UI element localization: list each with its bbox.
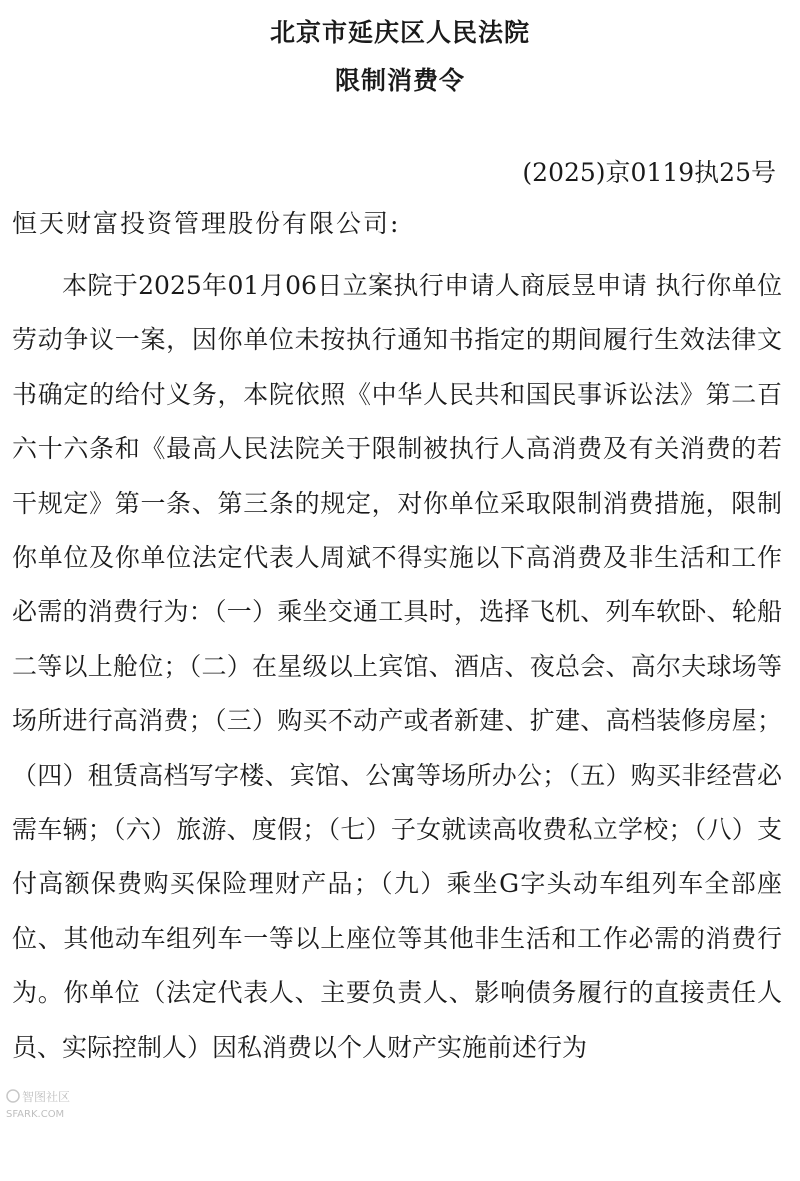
document-title: 限制消费令 xyxy=(334,66,465,95)
order-body-paragraph: 本院于2025年01月06日立案执行申请人商辰昱申请 执行你单位劳动争议一案，因你单位未按执行通知书指定的期间履行生效法律文书确定的给付义务，本院依照《中华人民共和国民事诉讼法》第二百六十六条和《最高人民法院关于限制被执行人高消费及有关消费的若干规定》第一条、第三条的规定，对你单位采取限制消费措施，限制你单位及你单位法定代表人周斌不得实施以下高消费及非生活和工作必需的消费行为：（一）乘坐交通工具时，选择飞机、列车软卧、轮船二等以上舱位；（二）在星级以上宾馆、酒店、夜总会、高尔夫球场等场所进行高消费；（三）购买不动产或者新建、扩建、高档装修房屋；（四）租赁高档写字楼、宾馆、公寓等场所办公；（五）购买非经营必需车辆；（六）旅游、度假；（七）子女就读高收费私立学校；（八）支付高额保费购买保险理财产品；（九）乘坐G字头动车组列车全部座位、其他动车组列车一等以上座位等其他非生活和工作必需的消费行为。你单位（法定代表人、主要负责人、影响债务履行的直接责任人员、实际控制人）因私消费以个人财产实施前述行为 xyxy=(12,271,782,1062)
watermark-logo xyxy=(4,1086,96,1124)
court-name: 北京市延庆区人民法院 xyxy=(269,18,530,47)
watermark-text-bottom: SFARK.COM xyxy=(6,1109,65,1120)
case-number: (2025)京0119执25号 xyxy=(522,158,776,187)
recipient-line: 恒天财富投资管理股份有限公司: xyxy=(12,209,401,238)
watermark-text-top: 智图社区 xyxy=(22,1090,71,1104)
